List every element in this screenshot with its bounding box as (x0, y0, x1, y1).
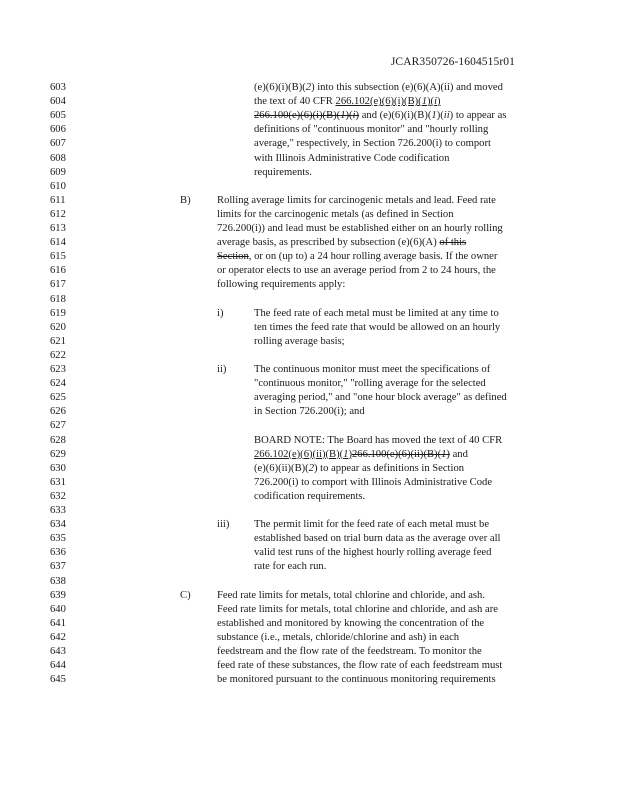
line-text: Feed rate limits for metals, total chlorine and chloride, and ash. (217, 589, 485, 601)
line-number: 623 (50, 364, 66, 375)
line-text: Section, or on (up to) a 24 hour rolling average basis. If the owner (217, 251, 498, 263)
line-text: (e)(6)(i)(B)(2) into this subsection (e)(6)(A)(ii) and moved (254, 82, 503, 93)
document-line (0, 391, 625, 405)
document-line (0, 575, 625, 589)
list-marker: ii) (217, 364, 227, 375)
document-line (0, 180, 625, 194)
line-text: "continuous monitor," "rolling average for the selected (254, 378, 486, 390)
line-text: averaging period," and "one hour block average" as defined (254, 392, 507, 404)
document-line (0, 589, 625, 603)
line-text: Feed rate limits for metals, total chlorine and chloride, and ash are (217, 603, 498, 615)
line-text: (e)(6)(ii)(B)(2) to appear as definitions in Section (254, 462, 465, 474)
line-number: 641 (50, 617, 66, 629)
document-line (0, 617, 625, 631)
line-number: 609 (50, 166, 66, 178)
line-number: 622 (50, 349, 66, 361)
line-text: in Section 726.200(i); and (254, 406, 365, 418)
list-marker: B) (180, 194, 191, 206)
document-line (0, 335, 625, 349)
line-number: 603 (50, 82, 66, 93)
line-number: 642 (50, 631, 66, 643)
document-line (0, 659, 625, 673)
line-text: be monitored pursuant to the continuous monitoring requirements (217, 674, 496, 686)
line-text: The feed rate of each metal must be limited at any time to (254, 307, 499, 319)
line-number: 629 (50, 448, 66, 460)
document-line (0, 321, 625, 335)
line-text: ten times the feed rate that would be allowed on an hourly (254, 321, 501, 333)
line-text: valid test runs of the highest hourly rolling average feed (254, 547, 492, 559)
document-line (0, 560, 625, 574)
line-number: 606 (50, 124, 66, 136)
document-line (0, 448, 625, 462)
document-line (0, 278, 625, 292)
line-number: 620 (50, 321, 66, 333)
line-text: The continuous monitor must meet the specifications of (254, 364, 491, 375)
document-line (0, 546, 625, 560)
line-number: 636 (50, 547, 66, 559)
list-marker: i) (217, 307, 224, 319)
line-number: 634 (50, 519, 66, 531)
line-text: the text of 40 CFR 266.102(e)(6)(i)(B)(1)(i) (254, 96, 441, 108)
document-line (0, 123, 625, 137)
document-line (0, 137, 625, 151)
document-id-header: JCAR350726-1604515r01 (390, 56, 515, 68)
line-number: 613 (50, 223, 66, 234)
document-line (0, 645, 625, 659)
line-number: 624 (50, 378, 66, 390)
line-number: 645 (50, 674, 66, 686)
line-number: 608 (50, 152, 66, 164)
document-line (0, 405, 625, 419)
document-line (0, 307, 625, 321)
line-text: rolling average basis; (254, 335, 345, 347)
line-number: 640 (50, 603, 66, 615)
document-line (0, 631, 625, 645)
document-line (0, 166, 625, 180)
document-line (0, 419, 625, 433)
line-number: 630 (50, 462, 66, 474)
line-number: 626 (50, 406, 66, 418)
line-text: codification requirements. (254, 490, 366, 502)
line-text: established and monitored by knowing the concentration of the (217, 617, 485, 629)
line-text: 266.100(e)(6)(i)(B)(1)(i) and (e)(6)(i)(B)(1)(ii) to appear as (254, 110, 507, 122)
line-text: requirements. (254, 166, 312, 178)
document-line (0, 377, 625, 391)
line-number: 610 (50, 180, 66, 192)
line-number: 631 (50, 476, 66, 488)
document-line (0, 194, 625, 208)
document-line (0, 222, 625, 236)
line-number: 635 (50, 533, 66, 545)
line-text: definitions of "continuous monitor" and "hourly rolling (254, 124, 489, 136)
line-number: 644 (50, 660, 66, 672)
line-number: 625 (50, 392, 66, 404)
document-line (0, 250, 625, 264)
line-number: 621 (50, 335, 66, 347)
document-line (0, 518, 625, 532)
line-number: 615 (50, 251, 66, 263)
document-line (0, 81, 625, 95)
document-line (0, 293, 625, 307)
document-line (0, 349, 625, 363)
line-text: Rolling average limits for carcinogenic metals and lead. Feed rate (217, 194, 496, 206)
line-number: 604 (50, 96, 66, 108)
line-text: limits for the carcinogenic metals (as defined in Section (217, 208, 454, 220)
list-marker: iii) (217, 519, 230, 531)
line-number: 633 (50, 505, 66, 516)
list-marker: C) (180, 589, 191, 601)
document-line (0, 490, 625, 504)
line-text: with Illinois Administrative Code codification (254, 152, 450, 164)
line-text: or operator elects to use an average period from 2 to 24 hours, the (217, 265, 496, 277)
line-text: average," respectively, in Section 726.200(i) to comport (254, 138, 491, 150)
line-number: 632 (50, 490, 66, 502)
document-line (0, 504, 625, 518)
document-line (0, 673, 625, 687)
document-line (0, 462, 625, 476)
line-text: BOARD NOTE: The Board has moved the text of 40 CFR (254, 434, 503, 446)
line-text: 726.200(i)) and lead must be established either on an hourly rolling (217, 223, 503, 234)
document-line (0, 476, 625, 490)
line-number: 614 (50, 237, 66, 249)
document-line (0, 236, 625, 250)
line-text: rate for each run. (254, 561, 327, 573)
line-number: 607 (50, 138, 66, 150)
document-line (0, 264, 625, 278)
line-text: feedstream and the flow rate of the feedstream. To monitor the (217, 646, 482, 657)
line-number: 627 (50, 420, 66, 432)
line-number: 605 (50, 110, 66, 122)
line-number: 618 (50, 293, 66, 305)
document-line (0, 208, 625, 222)
line-text: feed rate of these substances, the flow rate of each feedstream must (217, 660, 503, 672)
line-number: 619 (50, 307, 66, 319)
line-text: 266.102(e)(6)(ii)(B)(1)266.100(e)(6)(ii)(B)(1) and (254, 448, 468, 460)
document-line (0, 95, 625, 109)
line-text: The permit limit for the feed rate of each metal must be (254, 519, 490, 531)
line-number: 628 (50, 434, 66, 446)
line-text: average basis, as prescribed by subsection (e)(6)(A) of this (217, 237, 467, 249)
line-number: 643 (50, 646, 66, 657)
line-number: 639 (50, 589, 66, 601)
line-text: substance (i.e., metals, chloride/chlorine and ash) in each (217, 631, 460, 643)
line-number: 616 (50, 265, 66, 277)
document-line (0, 152, 625, 166)
document-line (0, 532, 625, 546)
line-text: following requirements apply: (217, 279, 346, 291)
document-line (0, 603, 625, 617)
line-number: 611 (50, 194, 66, 206)
line-number: 612 (50, 208, 66, 220)
line-number: 638 (50, 575, 66, 587)
line-text: 726.200(i) to comport with Illinois Administrative Code (254, 476, 493, 488)
line-number: 637 (50, 561, 66, 573)
document-line (0, 434, 625, 448)
document-line (0, 109, 625, 123)
line-number: 617 (50, 279, 66, 291)
line-text: established based on trial burn data as the average over all (254, 533, 501, 545)
document-line (0, 363, 625, 377)
